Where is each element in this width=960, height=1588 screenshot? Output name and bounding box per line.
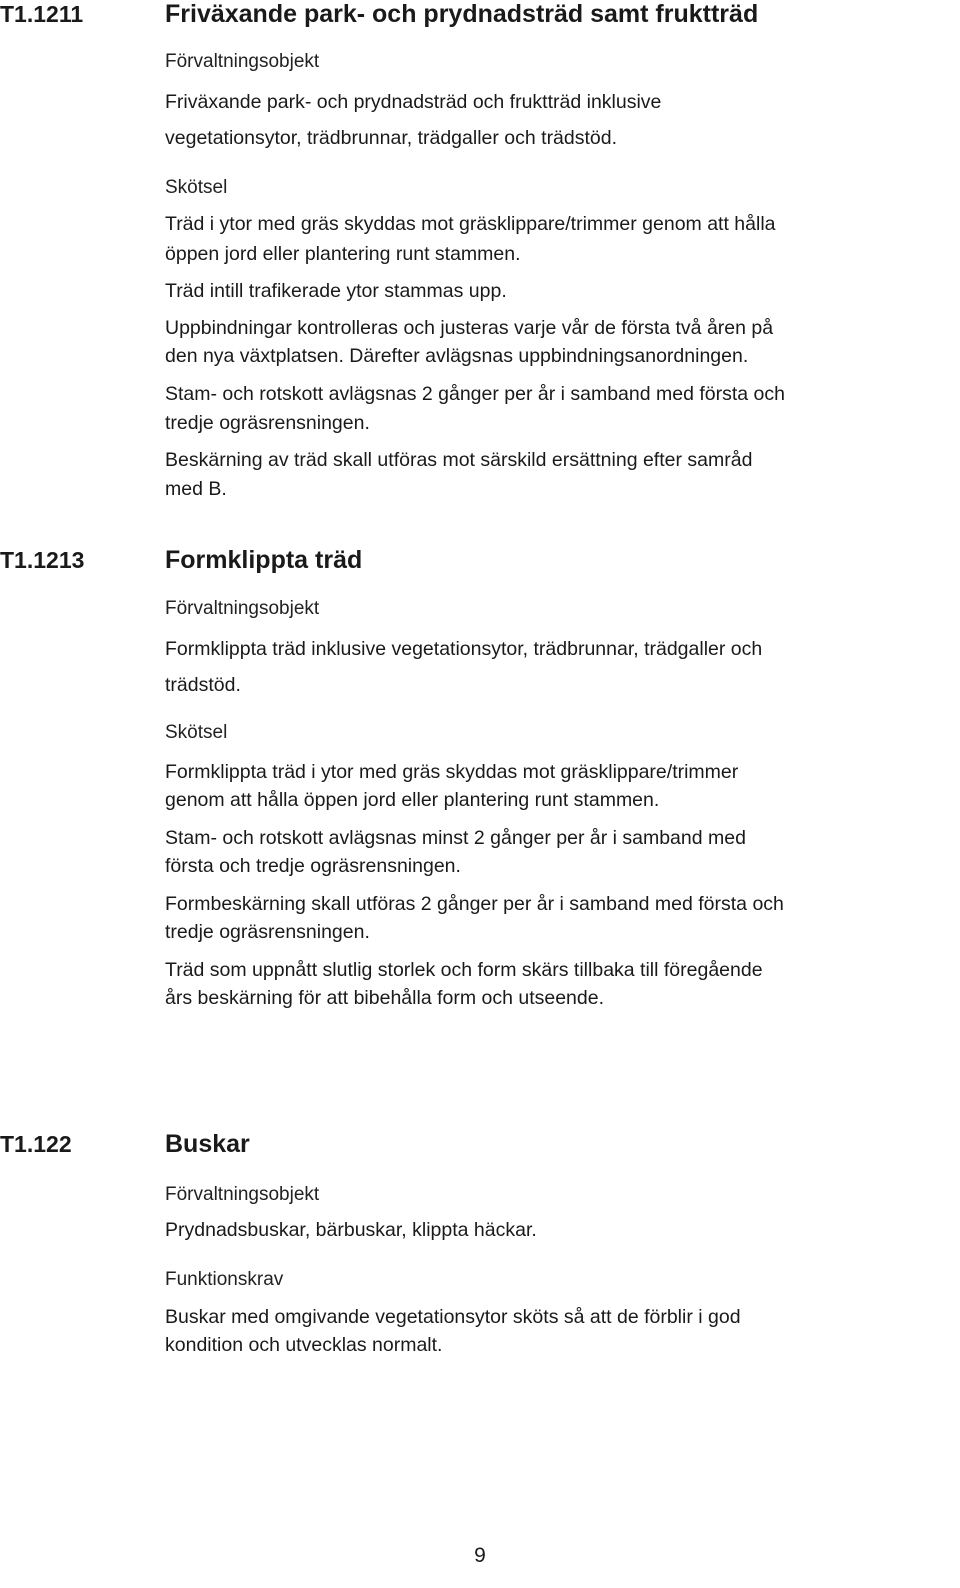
section-number: T1.1211 <box>0 1 84 27</box>
page-number: 9 <box>474 1544 486 1567</box>
paragraph-line: Stam- och rotskott avlägsnas 2 gånger per år i samband med första och <box>165 383 785 405</box>
paragraph-line: genom att hålla öppen jord eller plantering runt stammen. <box>165 789 660 811</box>
paragraph-line: års beskärning för att bibehålla form och utseende. <box>165 987 605 1009</box>
paragraph-line: Beskärning av träd skall utföras mot särskild ersättning efter samråd <box>165 449 753 471</box>
object-line: Friväxande park- och prydnadsträd och fruktträd inklusive <box>165 91 662 113</box>
paragraph-line: Träd intill trafikerade ytor stammas upp. <box>165 280 507 302</box>
object-line: vegetationsytor, trädbrunnar, trädgaller och trädstöd. <box>165 127 618 149</box>
section-title: Friväxande park- och prydnadsträd samt fruktträd <box>165 0 759 28</box>
subheading-forvaltningsobjekt: Förvaltningsobjekt <box>165 1184 320 1205</box>
paragraph-line: Formklippta träd i ytor med gräs skyddas mot gräsklippare/trimmer <box>165 761 739 783</box>
subheading-skotsel: Skötsel <box>165 722 228 743</box>
section-number: T1.1213 <box>0 547 85 573</box>
subheading-skotsel: Skötsel <box>165 177 228 198</box>
paragraph-line: Buskar med omgivande vegetationsytor sköts så att de förblir i god <box>165 1306 741 1328</box>
object-line: Formklippta träd inklusive vegetationsytor, trädbrunnar, trädgaller och <box>165 638 763 660</box>
object-line: trädstöd. <box>165 674 241 696</box>
paragraph-line: Träd som uppnått slutlig storlek och form skärs tillbaka till föregående <box>165 959 763 981</box>
paragraph-line: Stam- och rotskott avlägsnas minst 2 gånger per år i samband med <box>165 827 746 849</box>
section-title: Buskar <box>165 1130 250 1158</box>
paragraph-line: tredje ogräsrensningen. <box>165 921 370 943</box>
object-line: Prydnadsbuskar, bärbuskar, klippta häckar. <box>165 1219 537 1241</box>
paragraph-line: med B. <box>165 478 227 500</box>
paragraph-line: den nya växtplatsen. Därefter avlägsnas uppbindningsanordningen. <box>165 345 749 367</box>
subheading-funktionskrav: Funktionskrav <box>165 1269 284 1290</box>
section-number: T1.122 <box>0 1131 72 1157</box>
subheading-forvaltningsobjekt: Förvaltningsobjekt <box>165 598 320 619</box>
section-title: Formklippta träd <box>165 546 363 574</box>
subheading-forvaltningsobjekt: Förvaltningsobjekt <box>165 51 320 72</box>
paragraph-line: Formbeskärning skall utföras 2 gånger per år i samband med första och <box>165 893 784 915</box>
paragraph-line: första och tredje ogräsrensningen. <box>165 855 461 877</box>
paragraph-line: kondition och utvecklas normalt. <box>165 1334 443 1356</box>
paragraph-line: öppen jord eller plantering runt stammen. <box>165 243 521 265</box>
paragraph-line: tredje ogräsrensningen. <box>165 412 370 434</box>
paragraph-line: Uppbindningar kontrolleras och justeras varje vår de första två åren på <box>165 317 774 339</box>
paragraph-line: Träd i ytor med gräs skyddas mot gräsklippare/trimmer genom att hålla <box>165 213 776 235</box>
